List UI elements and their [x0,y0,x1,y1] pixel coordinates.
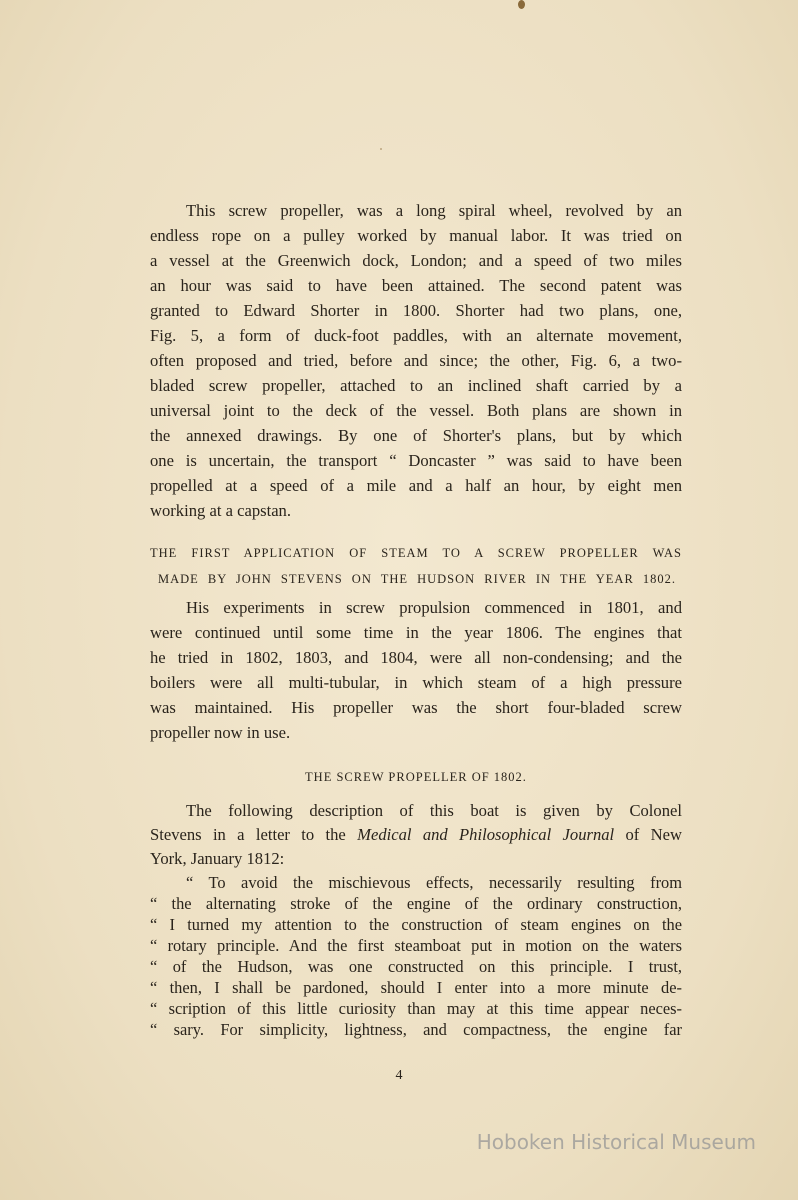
paper-stain [518,0,525,9]
text-line: York, January 1812: [150,849,285,868]
text-line: the annexed drawings. By one of Shorter's plans, but by which [150,426,682,445]
museum-watermark: Hoboken Historical Museum [476,1130,756,1154]
text-line: The following description of this boat is given by Colonel [186,801,682,820]
text-line: universal joint to the deck of the vessel. Both plans are shown in [150,401,682,420]
quote-line: “ rotary principle. And the first steamboat put in motion on the waters [150,936,682,955]
text-line: boilers were all multi-tubular, in which steam of a high pressure [150,673,682,692]
text-line: were continued until some time in the year 1806. The engines that [150,623,682,642]
text-line: bladed screw propeller, attached to an inclined shaft carried by a [150,376,682,395]
text-line: endless rope on a pulley worked by manual labor. It was tried on [150,226,682,245]
text-line: This screw propeller, was a long spiral wheel, revolved by an [186,201,682,220]
quote-line: “ scription of this little curiosity than may at this time appear neces- [150,999,682,1018]
text-line: one is uncertain, the transport “ Doncaster ” was said to have been [150,451,682,470]
text-line: a vessel at the Greenwich dock, London; and a speed of two miles [150,251,682,270]
text-line: Fig. 5, a form of duck-foot paddles, with an alternate movement, [150,326,682,345]
journal-title: Medical and Philosophical Journal [357,825,615,844]
quote-line: “ To avoid the mischievous effects, necessarily resulting from [186,873,682,892]
quote-line: “ then, I shall be pardoned, should I enter into a more minute de- [150,978,682,997]
text-line [150,822,682,847]
text-line: an hour was said to have been attained. The second patent was [150,276,682,295]
text-line: propelled at a speed of a mile and a half an hour, by eight men [150,476,682,495]
text-segment: Stevens in a letter to the [150,825,358,844]
heading-line: MADE BY JOHN STEVENS ON THE HUDSON RIVER IN THE YEAR 1802. [158,572,676,586]
page-number: 4 [395,1068,403,1083]
quote-line: “ sary. For simplicity, lightness, and compactness, the engine far [150,1020,682,1039]
text-line: working at a capstan. [150,501,291,520]
text-line: granted to Edward Shorter in 1800. Shorter had two plans, one, [150,301,682,320]
text-line: His experiments in screw propulsion commenced in 1801, and [186,598,682,617]
text-line: he tried in 1802, 1803, and 1804, were all non-condensing; and the [150,648,682,667]
quote-line: “ of the Hudson, was one constructed on this principle. I trust, [150,957,682,976]
quote-line: “ the alternating stroke of the engine of the ordinary construction, [150,894,682,913]
text-line: often proposed and tried, before and since; the other, Fig. 6, a two- [150,351,682,370]
heading-line: THE FIRST APPLICATION OF STEAM TO A SCREW PROPELLER WAS [150,546,682,560]
paper-stain [380,148,382,150]
text-segment: of New [614,825,682,844]
section-heading-2: THE SCREW PROPELLER OF 1802. [305,770,527,784]
quote-line: “ I turned my attention to the construction of steam engines on the [150,915,682,934]
text-line: was maintained. His propeller was the short four-bladed screw [150,698,682,717]
text-line: propeller now in use. [150,723,291,742]
